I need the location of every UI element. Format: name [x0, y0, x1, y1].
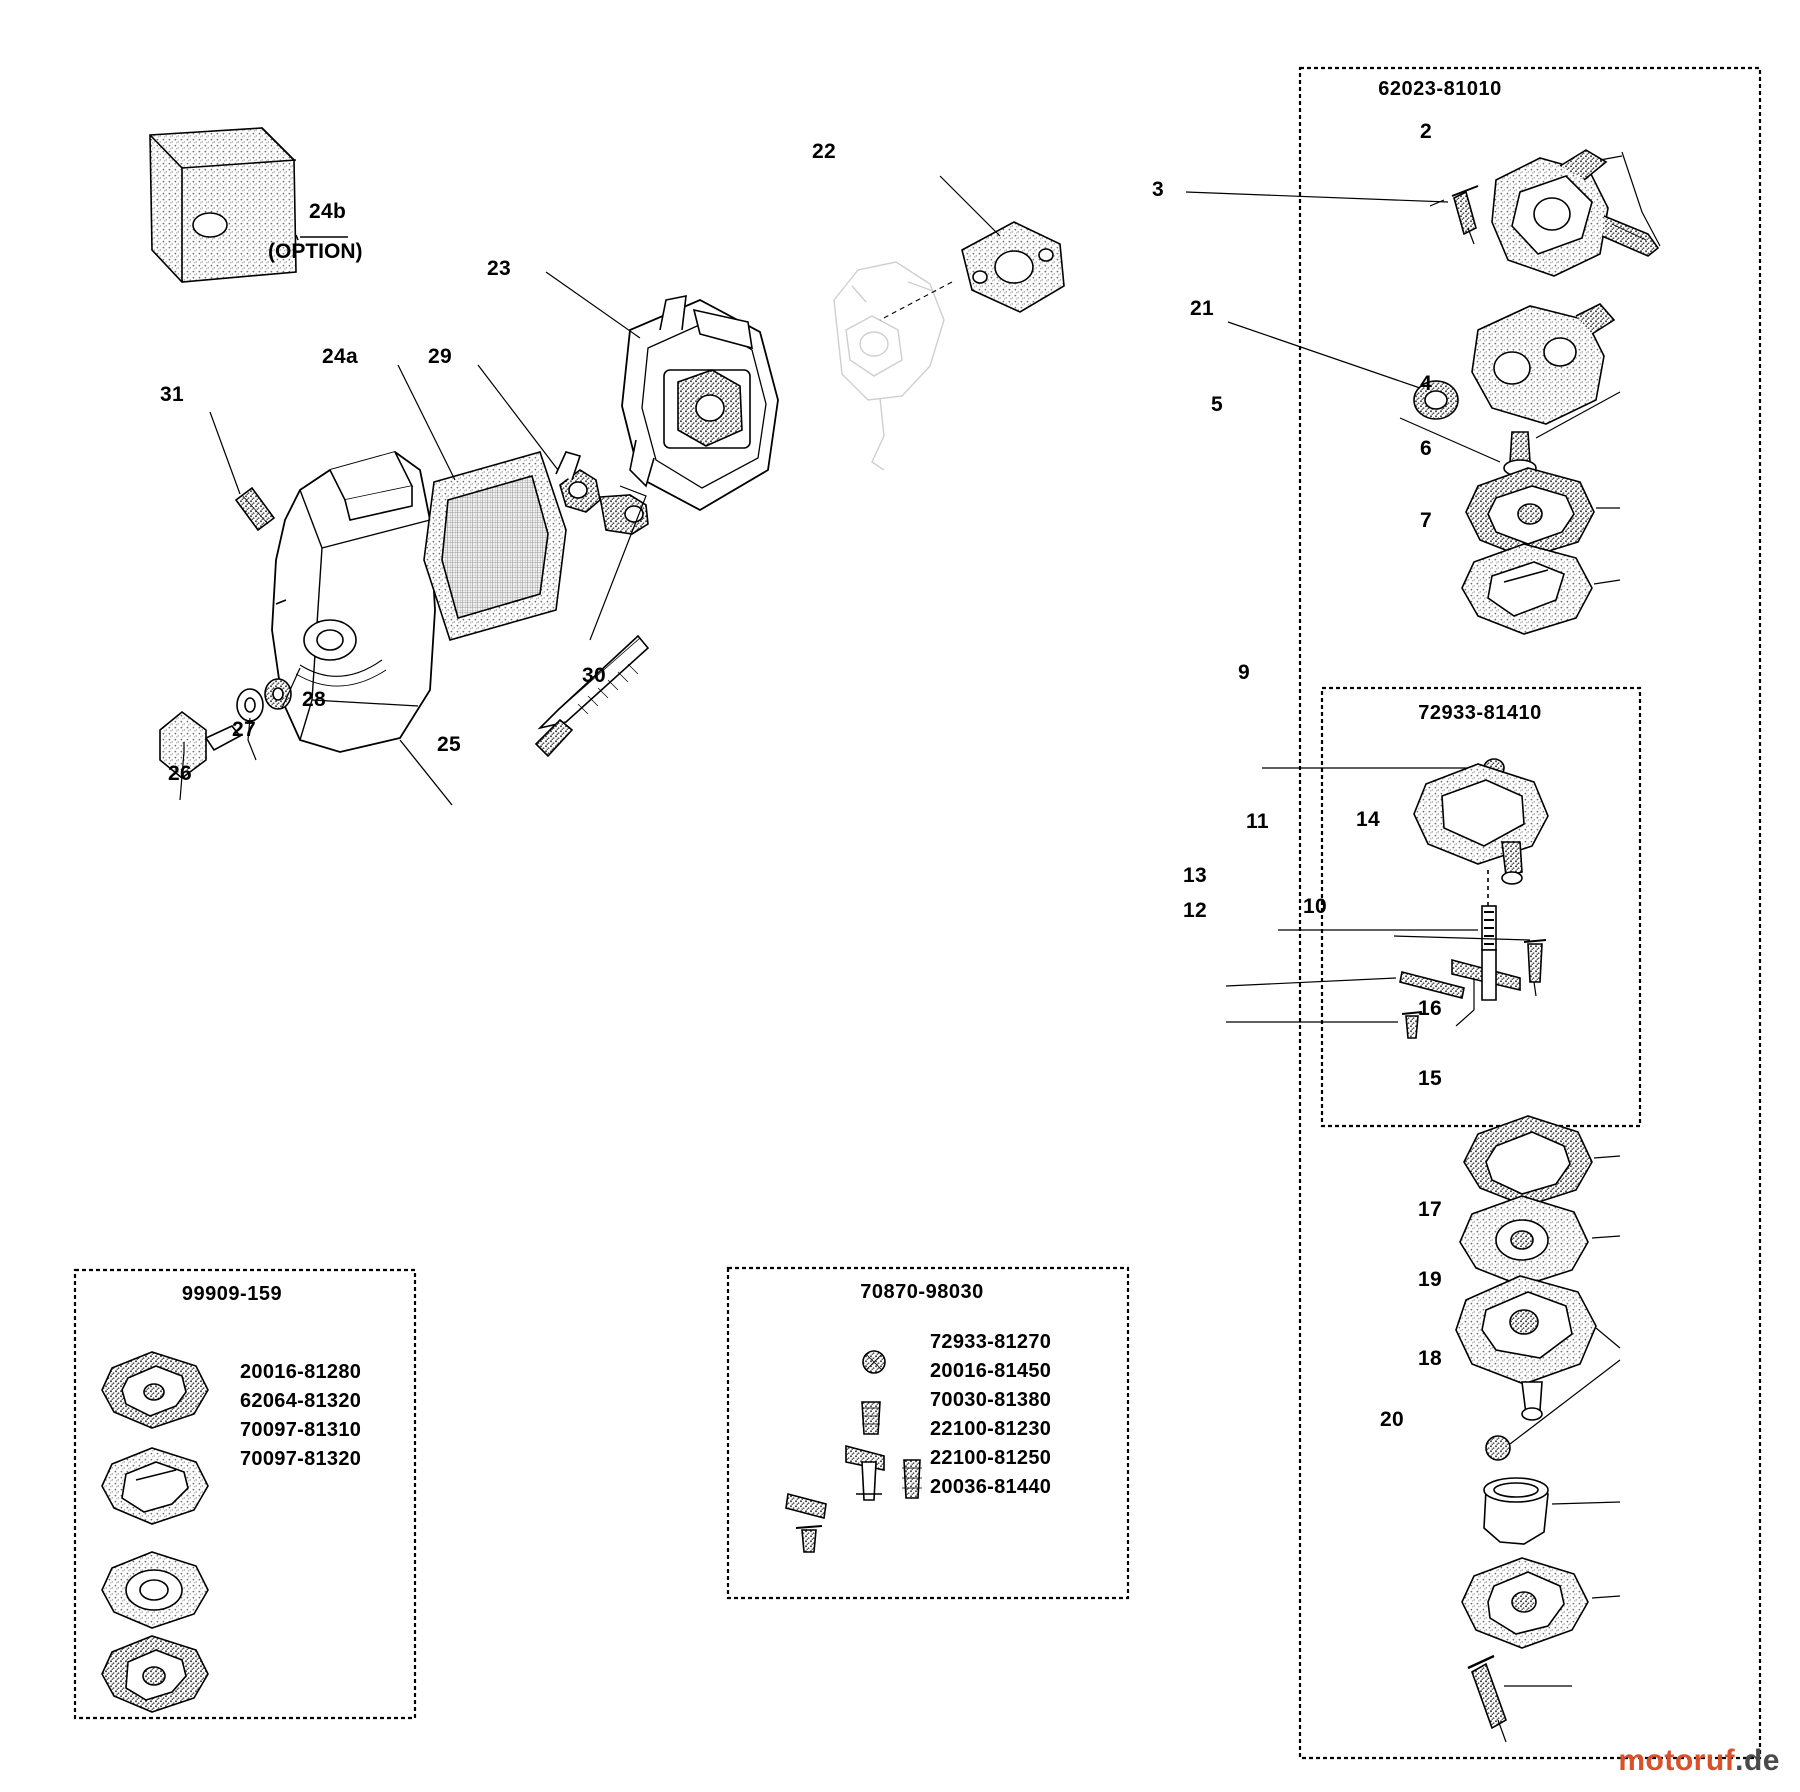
callout-30: 30	[582, 664, 606, 687]
part-carb-body	[1472, 304, 1614, 424]
callout-22: 22	[812, 140, 836, 163]
callout-13: 13	[1183, 864, 1207, 887]
kit-center-item-1	[863, 1351, 885, 1373]
part-2	[1492, 150, 1658, 276]
kit-left-item-2	[102, 1448, 208, 1524]
part-30	[536, 636, 648, 756]
callout-option: (OPTION)	[268, 240, 363, 263]
part-31	[236, 488, 274, 530]
part-17	[1456, 1276, 1596, 1420]
part-6	[1466, 468, 1594, 558]
kit-left-part: 70097-81320	[240, 1448, 362, 1470]
callout-24b: 24b	[309, 200, 347, 223]
kit-center-item-4	[902, 1460, 922, 1498]
kit-center-item-3	[846, 1446, 884, 1500]
watermark	[1618, 1744, 1780, 1778]
kit-left-part: 70097-81310	[240, 1419, 362, 1441]
callout-3: 3	[1152, 178, 1164, 201]
kit-center-part: 22100-81230	[930, 1418, 1052, 1440]
kit-center-part: 70030-81380	[930, 1389, 1052, 1411]
part-13	[1400, 972, 1464, 998]
callout-20: 20	[1380, 1408, 1404, 1431]
callout-27: 27	[232, 718, 256, 741]
kit-center-part: 20036-81440	[930, 1476, 1052, 1498]
part-24a	[424, 452, 566, 640]
watermark-tld: .de	[1735, 1744, 1780, 1777]
part-28	[265, 679, 291, 709]
kit-center-item-5	[786, 1494, 826, 1518]
part-metering-body	[1414, 764, 1548, 884]
watermark-main: motoruf	[1618, 1744, 1736, 1777]
callout-24a: 24a	[322, 345, 358, 368]
box-carb-inner	[1322, 688, 1640, 1126]
box-title-kit-center: 70870-98030	[860, 1281, 984, 1303]
callout-17: 17	[1418, 1198, 1442, 1221]
callout-26: 26	[168, 762, 192, 785]
part-11	[1482, 870, 1496, 950]
callout-19: 19	[1418, 1268, 1442, 1291]
kit-center-part: 20016-81450	[930, 1360, 1052, 1382]
callout-16: 16	[1418, 997, 1442, 1020]
callout-4: 4	[1420, 372, 1432, 395]
kit-center-item-6	[796, 1526, 822, 1552]
kit-center-item-2	[862, 1402, 880, 1434]
callout-14: 14	[1356, 808, 1380, 831]
part-25	[272, 452, 435, 752]
part-22	[962, 222, 1064, 312]
part-23	[622, 296, 778, 510]
kit-center-part: 72933-81270	[930, 1331, 1052, 1353]
box-title-carb-inner: 72933-81410	[1418, 702, 1542, 724]
kit-center-part-list	[930, 1328, 1051, 1502]
box-title-kit-left: 99909-159	[181, 1283, 283, 1305]
callout-6: 6	[1420, 437, 1432, 460]
kit-left-item-3	[102, 1552, 208, 1628]
kit-left-part: 20016-81280	[240, 1361, 362, 1383]
part-14	[1524, 940, 1546, 996]
part-15	[1460, 1196, 1588, 1286]
callout-10: 10	[1303, 895, 1327, 918]
part-20	[1468, 1656, 1506, 1742]
callout-28: 28	[302, 688, 326, 711]
part-19	[1484, 1478, 1548, 1544]
engine-ghost	[834, 262, 944, 470]
box-kit-center	[728, 1268, 1128, 1598]
callout-5: 5	[1211, 393, 1223, 416]
callout-31: 31	[160, 383, 184, 406]
callout-7: 7	[1420, 509, 1432, 532]
callout-11: 11	[1246, 810, 1269, 833]
callout-12: 12	[1183, 899, 1207, 922]
part-17-ball	[1486, 1436, 1510, 1460]
kit-left-item-4	[102, 1636, 208, 1712]
kit-center-part: 22100-81250	[930, 1447, 1052, 1469]
callout-23: 23	[487, 257, 511, 280]
callout-2: 2	[1420, 120, 1432, 143]
part-3	[1452, 186, 1478, 244]
kit-left-item-1	[102, 1352, 208, 1428]
callout-9: 9	[1238, 661, 1250, 684]
part-18	[1462, 1558, 1588, 1648]
callout-29: 29	[428, 345, 452, 368]
kit-left-part: 62064-81320	[240, 1390, 362, 1412]
callout-18: 18	[1418, 1347, 1442, 1370]
part-27	[237, 689, 263, 721]
callout-15: 15	[1418, 1067, 1442, 1090]
part-7	[1462, 544, 1592, 634]
part-16	[1464, 1116, 1592, 1206]
callout-25: 25	[437, 733, 461, 756]
kit-left-part-list	[240, 1358, 361, 1474]
callout-21: 21	[1190, 297, 1214, 320]
box-title-carb-main: 62023-81010	[1378, 78, 1502, 100]
